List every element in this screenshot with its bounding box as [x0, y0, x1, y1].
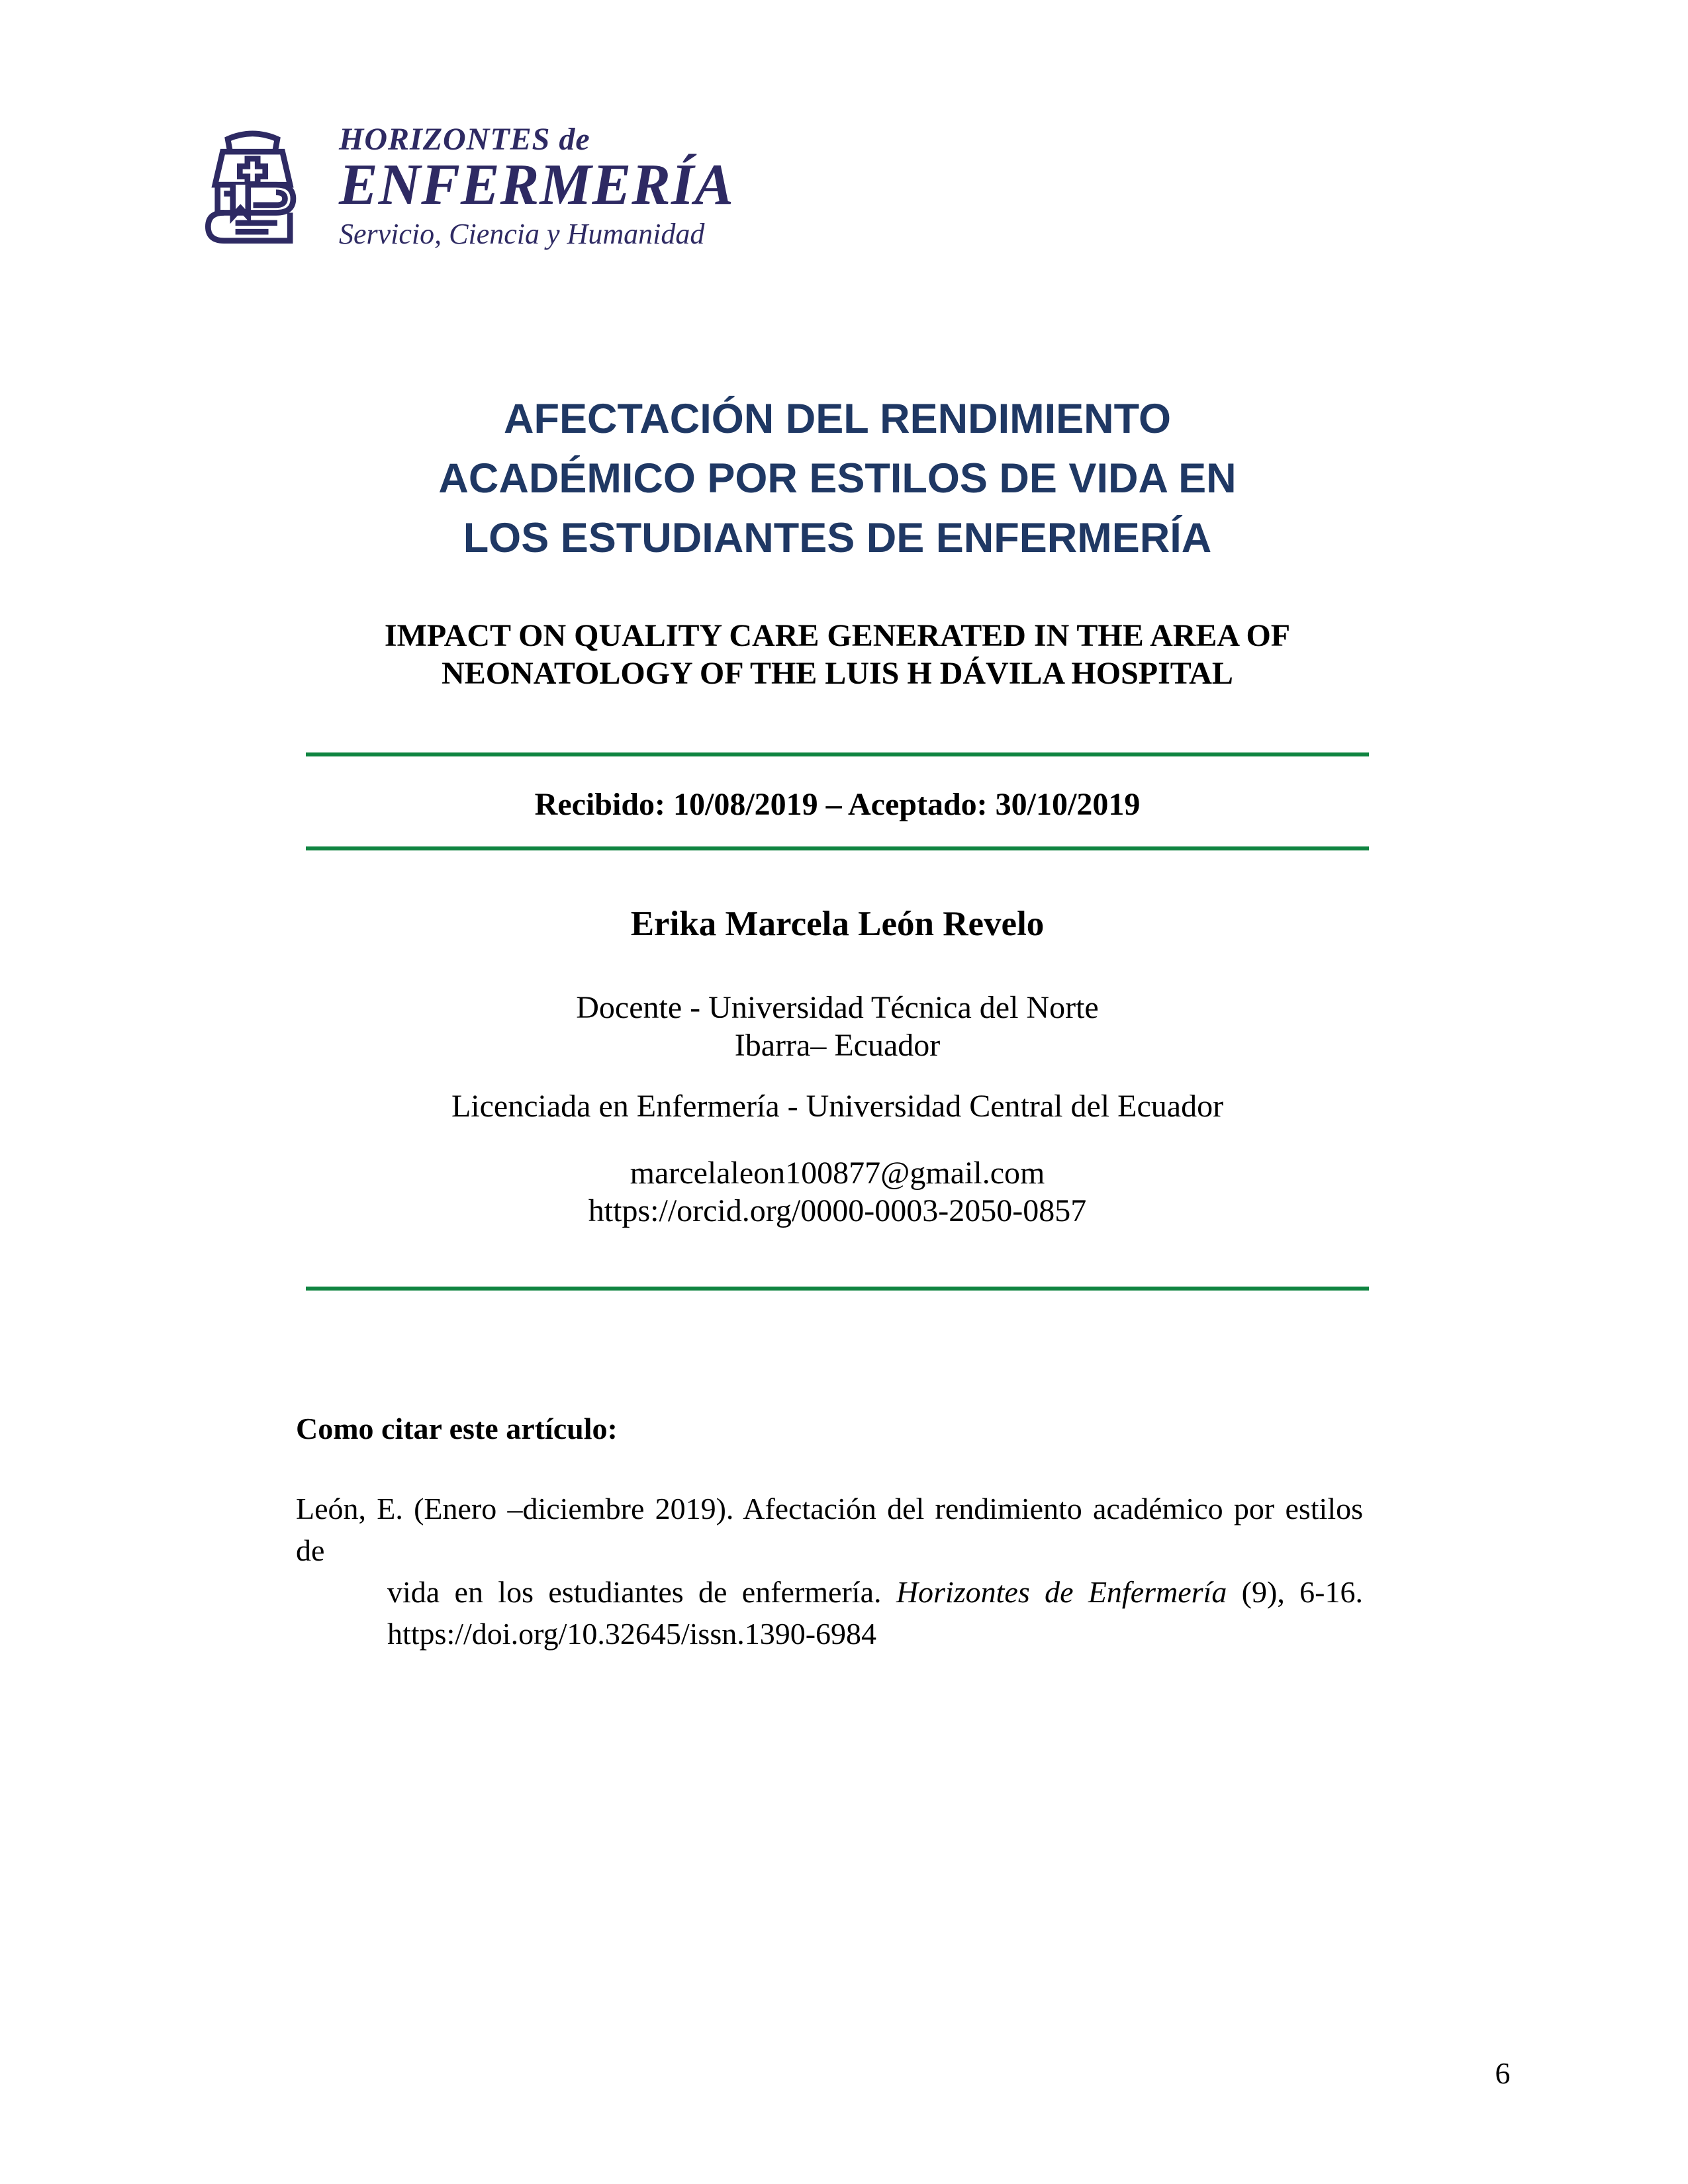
nurse-cap-books-icon: [197, 122, 308, 252]
green-divider-line: [306, 1287, 1369, 1291]
page-number: 6: [1495, 2056, 1511, 2090]
citation-line: León, E. (Enero –diciembre 2019). Afectación del rendimiento académico por estilos de: [296, 1492, 1363, 1567]
journal-logo: [197, 122, 734, 252]
author-orcid-url: https://orcid.org/0000-0003-2050-0857: [588, 1193, 1087, 1228]
author-contact: [298, 1154, 1377, 1230]
author-location: Ibarra– Ecuador: [734, 1028, 941, 1063]
journal-name: [339, 122, 734, 251]
citation-doi-url: https://doi.org/10.32645/issn.1390-6984: [387, 1617, 877, 1651]
journal-name-top: HORIZONTES de: [339, 122, 590, 157]
green-divider-line: [306, 752, 1369, 756]
author-affiliation: [298, 989, 1377, 1064]
article-title-line: ACADÉMICO POR ESTILOS DE VIDA EN: [438, 455, 1237, 502]
article-subtitle-line: NEONATOLOGY OF THE LUIS H DÁVILA HOSPITAL: [442, 656, 1233, 691]
received-accepted-dates: Recibido: 10/08/2019 – Aceptado: 30/10/2019: [534, 787, 1141, 822]
citation-text: (9), 6-16.: [1227, 1575, 1363, 1609]
article-subtitle-english: [298, 617, 1377, 692]
author-name: Erika Marcela León Revelo: [630, 905, 1045, 943]
author-role: Docente - Universidad Técnica del Norte: [576, 990, 1099, 1025]
article-subtitle-line: IMPACT ON QUALITY CARE GENERATED IN THE AREA OF: [384, 618, 1291, 653]
citation-heading: Como citar este artículo:: [296, 1412, 618, 1445]
citation-paragraph: [296, 1488, 1363, 1655]
author-email: marcelaleon100877@gmail.com: [630, 1156, 1045, 1191]
green-divider-line: [306, 846, 1369, 850]
author-degree: Licenciada en Enfermería - Universidad Central del Ecuador: [451, 1089, 1224, 1124]
article-title: [298, 389, 1377, 568]
article-title-line: AFECTACIÓN DEL RENDIMIENTO: [503, 396, 1172, 442]
citation-line: [296, 1571, 1363, 1613]
citation-journal-italic: Horizontes de Enfermería: [896, 1575, 1227, 1609]
journal-tagline: Servicio, Ciencia y Humanidad: [339, 218, 705, 250]
citation-text: vida en los estudiantes de enfermería.: [387, 1575, 896, 1609]
article-title-line: LOS ESTUDIANTES DE ENFERMERÍA: [463, 515, 1212, 561]
journal-name-main: ENFERMERÍA: [339, 153, 734, 217]
